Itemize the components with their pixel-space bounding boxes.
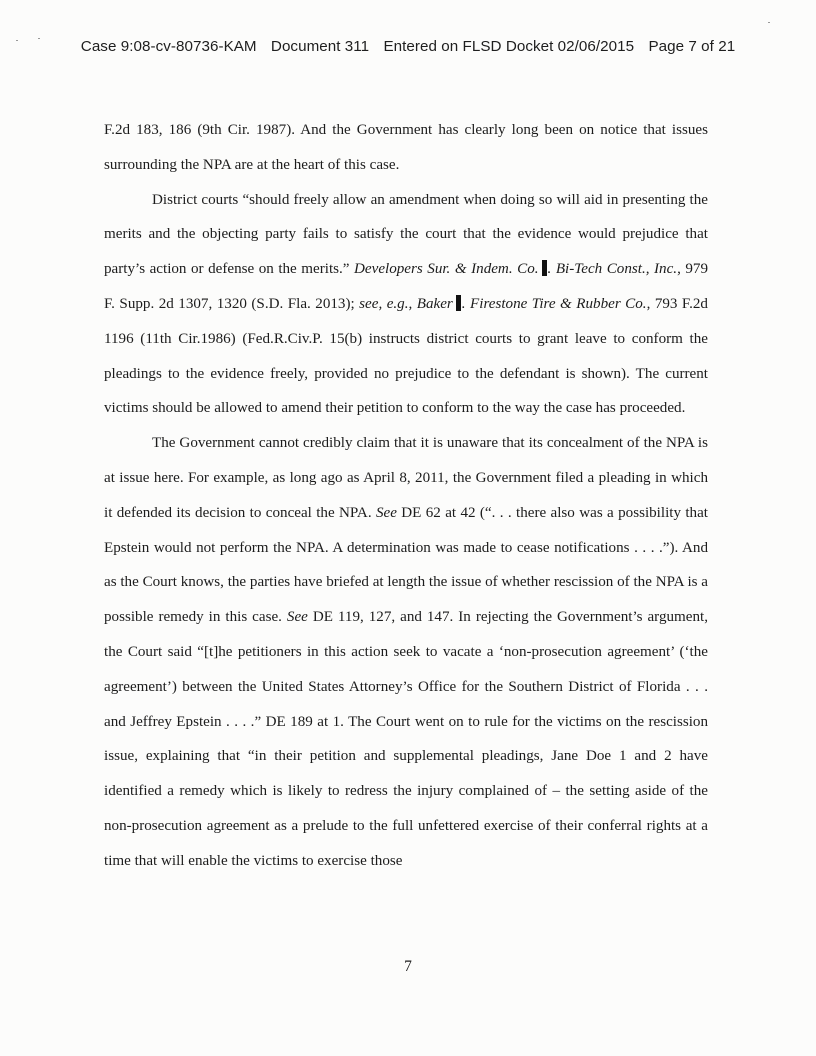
paragraph-3-text-c: DE 119, 127, and 147. In rejecting the Government’s argument, the Court said “[t]he petitioners in this action seek to vacate a ‘non-prosecution agreement’ (‘the agreement’) between the United States Attorney’s Office for the Southern District of Florida . . . and Jeffrey Epstein . . . .” DE 189 at 1. The Court went on to rule for the victims on the rescission issue, explaining that “in their petition and supplemental pleadings, Jane Doe 1 and 2 have identified a remedy which is likely to redress the injury complained of – the setting aside of the non-prosecution agreement as a prelude to the full unfettered exercise of their conferral rights at a time that will enable the victims to exercise those xyxy=(104,609,708,869)
scan-speck xyxy=(768,22,770,23)
case-citation-bi-tech: . Bi-Tech Const., Inc. xyxy=(547,261,678,278)
paragraph-2-text-a: District courts “should freely allow an amendment when doing so will aid in presenting the merits and the objecting party fails to satisfy the court that the evidence would prejudice that party’s action or defense on the merits.” xyxy=(104,191,708,278)
redaction-mark xyxy=(456,295,461,311)
document-body xyxy=(104,113,708,879)
signal-see: See xyxy=(375,504,397,521)
header-entered-date: Entered on FLSD Docket 02/06/2015 xyxy=(383,38,635,55)
case-citation-baker: see, e.g., Baker xyxy=(359,295,453,312)
paragraph-3-text-b: DE 62 at 42 (“. . . there also was a possibility that Epstein would not perform the NPA. A determination was made to cease notifications . . . .”). And as the Court knows, the parties have briefed at length the issue of whether rescission of the NPA is a possible remedy in this case. xyxy=(104,504,708,626)
header-document-number: Document 311 xyxy=(270,38,370,55)
paragraph-3 xyxy=(104,426,708,878)
paragraph-1-text: F.2d 183, 186 (9th Cir. 1987). And the Government has clearly long been on notice that issues surrounding the NPA are at the heart of this case. xyxy=(104,122,708,173)
case-citation-firestone: . Firestone Tire & Rubber Co. xyxy=(461,295,647,312)
paragraph-3-text-a: The Government cannot credibly claim that it is unaware that its concealment of the NPA is at issue here. For example, as long ago as April 8, 2011, the Government filed a pleading in which it defended its decision to conceal the NPA. xyxy=(104,435,708,521)
signal-see: See xyxy=(286,609,308,626)
paragraph-2-text-b: , 979 F. Supp. 2d 1307, 1320 (S.D. Fla. 2013); xyxy=(104,261,709,312)
redaction-mark xyxy=(542,260,547,276)
paragraph-2 xyxy=(104,183,708,427)
paragraph-2-text-c: , 793 F.2d 1196 (11th Cir.1986) (Fed.R.Civ.P. 15(b) instructs district courts to grant leave to conform the pleadings to the evidence freely, provided no prejudice to the defendant is shown). The current victims should be allowed to amend their petition to conform to the way the case has proceeded. xyxy=(104,295,708,417)
page-number: 7 xyxy=(404,958,412,975)
case-citation-developers: Developers Sur. & Indem. Co. xyxy=(354,261,539,278)
docket-header xyxy=(0,38,816,55)
header-case-number: Case 9:08-cv-80736-KAM xyxy=(80,38,257,55)
header-page-count: Page 7 of 21 xyxy=(648,38,736,55)
paragraph-1 xyxy=(104,113,708,183)
